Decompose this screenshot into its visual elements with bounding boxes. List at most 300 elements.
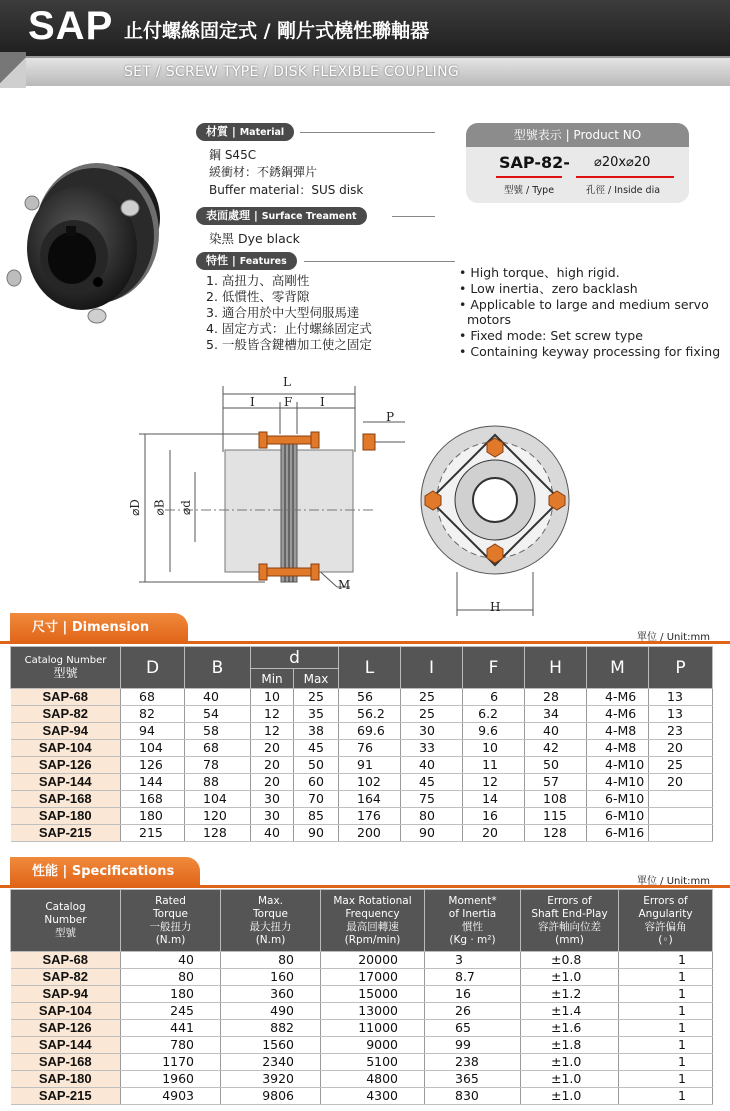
table-cell: 10 — [463, 740, 525, 757]
table-cell: 9806 — [221, 1088, 321, 1105]
dim-label-p: P — [386, 410, 395, 424]
table-cell: 20 — [251, 740, 294, 757]
table-cell: ±1.0 — [521, 1088, 619, 1105]
table-cell — [649, 791, 713, 808]
table-cell: 365 — [425, 1071, 521, 1088]
col-m: M — [587, 647, 649, 689]
surface-label-cn: 表面處理 — [206, 209, 250, 222]
spec-col-header-line: 容許偏角 — [644, 920, 687, 933]
table-cell: 60 — [294, 774, 339, 791]
product-no-code: SAP-82- — [499, 153, 570, 172]
table-cell: 34 — [525, 706, 587, 723]
model-cell: SAP-82 — [11, 969, 121, 986]
table-cell: 90 — [294, 825, 339, 842]
table-cell: 56.2 — [339, 706, 401, 723]
dia-label: 孔徑 / Inside dia — [586, 185, 661, 196]
table-cell: 54 — [185, 706, 251, 723]
table-cell: 82 — [121, 706, 185, 723]
dimension-table-body — [11, 689, 713, 842]
table-cell: 68 — [185, 740, 251, 757]
table-row — [11, 1020, 713, 1037]
table-cell: 10 — [251, 689, 294, 706]
table-cell: 42 — [525, 740, 587, 757]
table-cell: 6-M10 — [587, 808, 649, 825]
model-cell: SAP-180 — [11, 1071, 121, 1088]
table-cell: 3920 — [221, 1071, 321, 1088]
model-cell: SAP-94 — [11, 986, 121, 1003]
table-cell: 11000 — [321, 1020, 425, 1037]
spec-col-header-line: 慣性 — [462, 920, 483, 933]
label-separator: | — [253, 209, 262, 222]
table-cell: 80 — [401, 808, 463, 825]
feature-en-1: • High torque、high rigid. — [459, 265, 620, 280]
table-cell: 360 — [221, 986, 321, 1003]
features-label-en: Features — [239, 256, 287, 267]
spec-col-header-line: Number — [44, 914, 87, 926]
table-cell: 75 — [401, 791, 463, 808]
model-cell: SAP-168 — [11, 1054, 121, 1071]
table-cell: 99 — [425, 1037, 521, 1054]
col-d-bore: d — [251, 647, 339, 669]
table-cell: 102 — [339, 774, 401, 791]
table-cell: 30 — [251, 791, 294, 808]
title-separator: | — [62, 620, 72, 635]
table-cell: 1 — [619, 952, 713, 969]
table-cell: ±1.2 — [521, 986, 619, 1003]
header-bar — [0, 0, 730, 56]
table-cell: 20 — [463, 825, 525, 842]
table-cell: 15000 — [321, 986, 425, 1003]
table-cell: 35 — [294, 706, 339, 723]
table-cell: 200 — [339, 825, 401, 842]
spec-col-header-line: Torque — [253, 907, 288, 920]
table-cell: 3 — [425, 952, 521, 969]
dia-underline — [576, 176, 674, 178]
table-cell: 20 — [649, 740, 713, 757]
features-cn-list — [206, 273, 372, 353]
table-cell: 9000 — [321, 1037, 425, 1054]
table-cell: ±1.4 — [521, 1003, 619, 1020]
model-cell: SAP-126 — [11, 757, 121, 774]
surface-label — [196, 207, 367, 225]
dim-label-l: L — [283, 375, 291, 389]
table-cell: 20000 — [321, 952, 425, 969]
col-catalog — [11, 647, 121, 689]
features-label — [196, 252, 297, 270]
feature-cn-5: 5. 一般皆含鍵槽加工使之固定 — [206, 337, 372, 352]
table-cell: 25 — [294, 689, 339, 706]
table-cell: 4903 — [121, 1088, 221, 1105]
table-cell: ±1.0 — [521, 1071, 619, 1088]
spec-title-en: Specifications — [71, 864, 175, 879]
dim-label-m: M — [338, 578, 351, 592]
feature-en-4: • Fixed mode: Set screw type — [459, 328, 643, 344]
table-cell: 40 — [401, 757, 463, 774]
table-cell — [649, 808, 713, 825]
table-row — [11, 740, 713, 757]
table-cell: 176 — [339, 808, 401, 825]
table-cell: 128 — [525, 825, 587, 842]
table-cell: 78 — [185, 757, 251, 774]
dim-label-f: F — [284, 395, 293, 409]
table-cell: 1 — [619, 1020, 713, 1037]
table-cell: 45 — [401, 774, 463, 791]
spec-unit: 單位 / Unit:mm — [637, 876, 710, 887]
material-line-3: Buffer material：SUS disk — [209, 183, 364, 197]
table-cell: 1960 — [121, 1071, 221, 1088]
table-cell: 245 — [121, 1003, 221, 1020]
table-cell: 4800 — [321, 1071, 425, 1088]
model-cell: SAP-215 — [11, 825, 121, 842]
material-label-en: Material — [239, 127, 285, 138]
table-cell: 830 — [425, 1088, 521, 1105]
table-cell: 20 — [251, 757, 294, 774]
table-cell: 126 — [121, 757, 185, 774]
table-row — [11, 689, 713, 706]
table-cell: ±1.8 — [521, 1037, 619, 1054]
model-cell: SAP-144 — [11, 774, 121, 791]
table-cell: 168 — [121, 791, 185, 808]
table-row — [11, 969, 713, 986]
table-cell — [649, 825, 713, 842]
table-cell: 164 — [339, 791, 401, 808]
spec-col-header-line: (Kg · m²) — [449, 933, 496, 946]
table-cell: 1 — [619, 1054, 713, 1071]
table-cell: 490 — [221, 1003, 321, 1020]
table-cell: 25 — [401, 689, 463, 706]
feature-en-3: • Applicable to large and medium servo — [459, 296, 709, 312]
spec-section-rule — [0, 885, 730, 888]
model-cell: SAP-126 — [11, 1020, 121, 1037]
table-cell: 104 — [185, 791, 251, 808]
table-row — [11, 1037, 713, 1054]
table-cell: 4-M8 — [587, 740, 649, 757]
table-cell: 128 — [185, 825, 251, 842]
table-cell: 30 — [401, 723, 463, 740]
col-catalog-cn: 型號 — [53, 666, 78, 680]
table-cell: 33 — [401, 740, 463, 757]
spec-title-cn: 性能 — [32, 864, 59, 879]
table-cell: 160 — [221, 969, 321, 986]
table-cell: 30 — [251, 808, 294, 825]
table-cell: 5100 — [321, 1054, 425, 1071]
col-d-outer: D — [121, 647, 185, 689]
table-cell: 90 — [401, 825, 463, 842]
table-cell: 6.2 — [463, 706, 525, 723]
col-catalog-en: Catalog Number — [24, 655, 107, 666]
table-cell: 120 — [185, 808, 251, 825]
col-i: I — [401, 647, 463, 689]
technical-drawing — [125, 372, 605, 622]
spec-col-header-line: Rated — [155, 894, 186, 907]
model-cell: SAP-215 — [11, 1088, 121, 1105]
dim-label-od: ⌀D — [127, 499, 142, 516]
table-cell: 180 — [121, 808, 185, 825]
table-cell: 13000 — [321, 1003, 425, 1020]
table-cell: 50 — [525, 757, 587, 774]
material-label — [196, 123, 294, 141]
table-cell: 441 — [121, 1020, 221, 1037]
spec-col-header-line: (mm) — [555, 933, 584, 946]
table-cell: 76 — [339, 740, 401, 757]
table-cell: 104 — [121, 740, 185, 757]
table-cell: 57 — [525, 774, 587, 791]
table-cell: 14 — [463, 791, 525, 808]
material-line-2: 緩衝材：不銹鋼彈片 — [209, 165, 318, 179]
model-cell: SAP-144 — [11, 1037, 121, 1054]
spec-col-header-line: Max Rotational — [333, 894, 412, 907]
table-cell: 85 — [294, 808, 339, 825]
table-cell: 80 — [121, 969, 221, 986]
spec-col-header — [425, 890, 521, 952]
feature-cn-2: 2. 低慣性、零背隙 — [206, 289, 310, 304]
table-row — [11, 986, 713, 1003]
table-cell: 56 — [339, 689, 401, 706]
dimension-section-rule — [0, 641, 730, 644]
table-cell: 40 — [251, 825, 294, 842]
brand-logo: SAP — [28, 4, 114, 48]
table-cell: 4-M6 — [587, 706, 649, 723]
spec-col-header-line: Moment* — [448, 894, 497, 907]
table-cell: 65 — [425, 1020, 521, 1037]
surface-rule — [392, 216, 435, 217]
spec-col-header-line: Angularity — [638, 907, 693, 920]
table-row — [11, 1088, 713, 1105]
dim-label-h: H — [490, 600, 501, 614]
table-cell: 88 — [185, 774, 251, 791]
table-cell: 4-M10 — [587, 757, 649, 774]
table-cell: 23 — [649, 723, 713, 740]
material-rule — [300, 132, 435, 133]
table-cell: 20 — [251, 774, 294, 791]
spec-col-header-line: (◦) — [658, 933, 673, 946]
surface-text: 染黑 Dye black — [209, 231, 300, 246]
table-cell: 8.7 — [425, 969, 521, 986]
col-l: L — [339, 647, 401, 689]
product-no-box — [466, 123, 689, 203]
material-label-cn: 材質 — [206, 125, 228, 138]
page-title: 止付螺絲固定式 / 剛片式橈性聯軸器 — [124, 20, 430, 42]
table-cell: 6-M10 — [587, 791, 649, 808]
spec-col-header-line: Max. — [257, 894, 284, 907]
table-cell: 58 — [185, 723, 251, 740]
dim-label-ob: ⌀B — [152, 499, 167, 516]
model-cell: SAP-104 — [11, 1003, 121, 1020]
table-cell: 9.6 — [463, 723, 525, 740]
feature-cn-3: 3. 適合用於中大型伺服馬達 — [206, 305, 360, 320]
spec-col-header-line: Frequency — [345, 907, 400, 920]
table-cell: 6-M16 — [587, 825, 649, 842]
features-rule — [304, 261, 455, 262]
col-h: H — [525, 647, 587, 689]
table-cell: 12 — [463, 774, 525, 791]
table-cell: 1 — [619, 1071, 713, 1088]
features-label-cn: 特性 — [206, 254, 228, 267]
table-cell: 11 — [463, 757, 525, 774]
spec-col-header — [619, 890, 713, 952]
spec-col-header — [11, 890, 121, 952]
table-row — [11, 1003, 713, 1020]
feature-en-5: • Containing keyway processing for fixing — [459, 343, 721, 359]
table-cell: 25 — [401, 706, 463, 723]
spec-col-header — [521, 890, 619, 952]
table-cell: 6 — [463, 689, 525, 706]
table-cell: 12 — [251, 706, 294, 723]
product-no-header: 型號表示 | Product NO — [466, 123, 689, 147]
table-cell: 12 — [251, 723, 294, 740]
spec-table-body — [11, 952, 713, 1105]
spec-col-header — [121, 890, 221, 952]
table-cell: 16 — [463, 808, 525, 825]
table-cell: ±1.0 — [521, 969, 619, 986]
spec-col-header-line: 最大扭力 — [249, 920, 292, 933]
col-d-min: Min — [251, 669, 294, 689]
dimension-section-tab — [10, 613, 188, 643]
table-cell: 69.6 — [339, 723, 401, 740]
model-cell: SAP-180 — [11, 808, 121, 825]
table-cell: 45 — [294, 740, 339, 757]
table-cell: 28 — [525, 689, 587, 706]
spec-col-header-line: Errors of — [643, 894, 688, 907]
header-fold-decoration — [0, 52, 26, 88]
dimension-title-cn: 尺寸 — [32, 620, 59, 635]
table-cell: 1 — [619, 1037, 713, 1054]
model-cell: SAP-68 — [11, 952, 121, 969]
table-cell: 16 — [425, 986, 521, 1003]
spec-col-header — [221, 890, 321, 952]
table-row — [11, 757, 713, 774]
dim-label-i1: I — [250, 395, 255, 409]
table-cell: 80 — [221, 952, 321, 969]
table-cell: 13 — [649, 706, 713, 723]
spec-col-header-line: 最高回轉速 — [346, 920, 399, 933]
specifications-section-tab — [10, 857, 200, 887]
table-row — [11, 808, 713, 825]
features-en-list — [459, 265, 720, 360]
table-cell: 40 — [185, 689, 251, 706]
table-cell: 882 — [221, 1020, 321, 1037]
col-d-max: Max — [294, 669, 339, 689]
material-line-1: 鋼 S45C — [209, 148, 257, 162]
spec-col-header-line: 一般扭力 — [149, 920, 192, 933]
table-cell: 180 — [121, 986, 221, 1003]
dimension-title-en: Dimension — [71, 620, 150, 635]
table-cell: 780 — [121, 1037, 221, 1054]
table-cell: 13 — [649, 689, 713, 706]
table-cell: 215 — [121, 825, 185, 842]
table-cell: 91 — [339, 757, 401, 774]
title-separator: | — [62, 864, 72, 879]
page-subtitle: SET / SCREW TYPE / DISK FLEXIBLE COUPLING — [124, 64, 460, 80]
spec-col-header-line: (N.m) — [155, 933, 186, 946]
model-cell: SAP-94 — [11, 723, 121, 740]
surface-label-en: Surface Treament — [261, 211, 357, 222]
table-cell: 40 — [121, 952, 221, 969]
table-cell: 40 — [525, 723, 587, 740]
table-row — [11, 774, 713, 791]
table-cell: 26 — [425, 1003, 521, 1020]
table-cell: 94 — [121, 723, 185, 740]
dimension-table — [10, 646, 713, 842]
feature-en-2: • Low inertia、zero backlash — [459, 280, 638, 296]
spec-col-header-line: Errors of — [547, 894, 592, 907]
table-cell: ±0.8 — [521, 952, 619, 969]
table-cell: 70 — [294, 791, 339, 808]
spec-col-header-line: of Inertia — [448, 907, 497, 920]
table-cell: 1 — [619, 1003, 713, 1020]
spec-col-header-line: (Rpm/min) — [344, 933, 401, 946]
table-cell: 238 — [425, 1054, 521, 1071]
spec-col-header-line: 容許軸向位差 — [538, 920, 601, 933]
spec-header-row — [11, 890, 713, 952]
table-row — [11, 1071, 713, 1088]
table-cell: 1560 — [221, 1037, 321, 1054]
table-cell: 115 — [525, 808, 587, 825]
table-cell: 38 — [294, 723, 339, 740]
page-header — [0, 0, 730, 90]
table-cell: 1170 — [121, 1054, 221, 1071]
col-f: F — [463, 647, 525, 689]
spec-col-header-line: Torque — [153, 907, 188, 920]
model-cell: SAP-68 — [11, 689, 121, 706]
spec-col-header-line: (N.m) — [255, 933, 286, 946]
table-cell: 4300 — [321, 1088, 425, 1105]
table-cell: 4-M8 — [587, 723, 649, 740]
table-cell: 4-M6 — [587, 689, 649, 706]
feature-cn-4: 4. 固定方式：止付螺絲固定式 — [206, 321, 372, 336]
table-cell: 1 — [619, 969, 713, 986]
coupling-photo — [2, 148, 192, 328]
table-cell: 1 — [619, 1088, 713, 1105]
spec-col-header-line: Catalog — [45, 901, 86, 913]
table-row — [11, 952, 713, 969]
table-cell: 2340 — [221, 1054, 321, 1071]
col-p: P — [649, 647, 713, 689]
dim-label-i2: I — [320, 395, 325, 409]
table-row — [11, 1054, 713, 1071]
table-cell: 20 — [649, 774, 713, 791]
type-underline — [496, 176, 562, 178]
type-label: 型號 / Type — [504, 185, 555, 196]
product-no-dia: ⌀20x⌀20 — [594, 155, 651, 170]
table-cell: 4-M10 — [587, 774, 649, 791]
specifications-table — [10, 889, 713, 1105]
table-cell: 25 — [649, 757, 713, 774]
feature-cn-1: 1. 高扭力、高剛性 — [206, 273, 310, 288]
table-cell: 50 — [294, 757, 339, 774]
table-row — [11, 723, 713, 740]
table-cell: 17000 — [321, 969, 425, 986]
spec-col-header — [321, 890, 425, 952]
table-row — [11, 825, 713, 842]
model-cell: SAP-104 — [11, 740, 121, 757]
col-b: B — [185, 647, 251, 689]
spec-col-header-line: Shaft End-Play — [531, 907, 608, 920]
table-cell: 68 — [121, 689, 185, 706]
spec-col-header-line: 型號 — [55, 927, 76, 939]
table-row — [11, 706, 713, 723]
subtitle-bar — [0, 56, 730, 86]
feature-en-3b: motors — [459, 312, 511, 328]
label-separator: | — [231, 254, 240, 267]
table-cell: 144 — [121, 774, 185, 791]
table-row — [11, 791, 713, 808]
table-cell: ±1.0 — [521, 1054, 619, 1071]
table-cell: ±1.6 — [521, 1020, 619, 1037]
model-cell: SAP-168 — [11, 791, 121, 808]
table-cell: 108 — [525, 791, 587, 808]
dim-label-odd: ⌀d — [178, 500, 193, 515]
